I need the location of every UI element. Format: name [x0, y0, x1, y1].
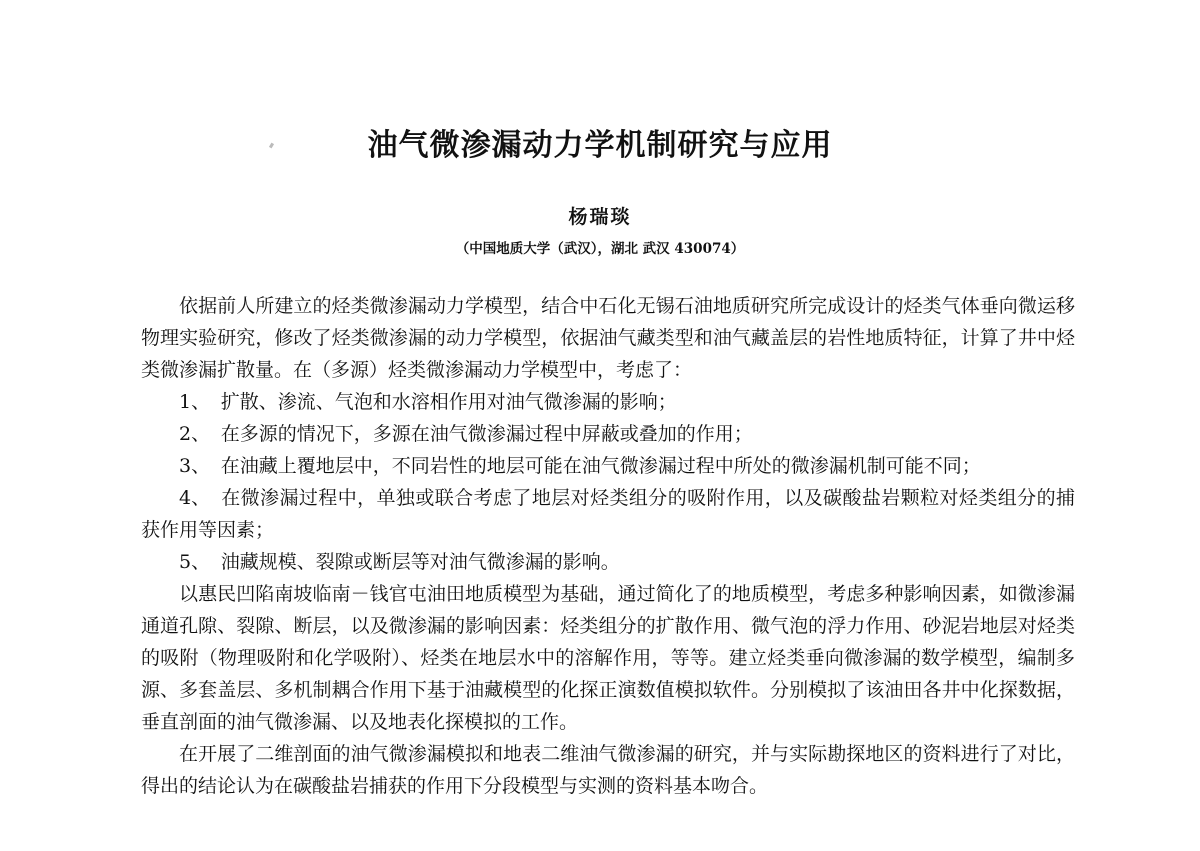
abstract-body: [141, 290, 1075, 802]
list-item: [141, 386, 1075, 418]
list-item: [141, 546, 1075, 578]
author-affiliation: （中国地质大学（武汉），湖北 武汉 430074）: [455, 241, 745, 257]
list-item-text: 油藏规模、裂隙或断层等对油气微渗漏的影响。: [220, 551, 620, 573]
list-item-number: 3、: [179, 455, 211, 477]
list-item-number: 2、: [179, 423, 211, 445]
list-item: [141, 482, 1075, 546]
list-item-number: 1、: [179, 391, 211, 413]
list-item: [141, 418, 1075, 450]
author-name: 杨瑞琰: [568, 206, 632, 228]
paragraph-intro: 依据前人所建立的烃类微渗漏动力学模型，结合中石化无锡石油地质研究所完成设计的烃类气体垂向微运移物理实验研究，修改了烃类微渗漏的动力学模型，依据油气藏类型和油气藏盖层的岩性地质特征，计算了井中烃类微渗漏扩散量。在（多源）烃类微渗漏动力学模型中，考虑了：: [141, 295, 1075, 381]
list-item: [141, 450, 1075, 482]
paragraph-model: 以惠民凹陷南坡临南－钱官屯油田地质模型为基础，通过简化了的地质模型，考虑多种影响因素，如微渗漏通道孔隙、裂隙、断层，以及微渗漏的影响因素：烃类组分的扩散作用、微气泡的浮力作用、砂泥岩地层对烃类的吸附（物理吸附和化学吸附）、烃类在地层水中的溶解作用，等等。建立烃类垂向微渗漏的数学模型，编制多源、多套盖层、多机制耦合作用下基于油藏模型的化探正演数值模拟软件。分别模拟了该油田各井中化探数据，垂直剖面的油气微渗漏、以及地表化探模拟的工作。: [141, 583, 1075, 733]
list-item-text: 在微渗漏过程中，单独或联合考虑了地层对烃类组分的吸附作用，以及碳酸盐岩颗粒对烃类组分的捕获作用等因素；: [141, 487, 1075, 541]
list-item-number: 4、: [179, 487, 211, 509]
paragraph-conclusion: 在开展了二维剖面的油气微渗漏模拟和地表二维油气微渗漏的研究，并与实际勘探地区的资料进行了对比，得出的结论认为在碳酸盐岩捕获的作用下分段模型与实测的资料基本吻合。: [141, 743, 1075, 797]
list-item-number: 5、: [179, 551, 211, 573]
list-item-text: 在多源的情况下，多源在油气微渗漏过程中屏蔽或叠加的作用；: [220, 423, 753, 445]
list-item-text: 扩散、渗流、气泡和水溶相作用对油气微渗漏的影响；: [220, 391, 677, 413]
paper-title: 油气微渗漏动力学机制研究与应用: [367, 128, 833, 163]
list-item-text: 在油藏上覆地层中，不同岩性的地层可能在油气微渗漏过程中所处的微渗漏机制可能不同；: [220, 455, 981, 477]
